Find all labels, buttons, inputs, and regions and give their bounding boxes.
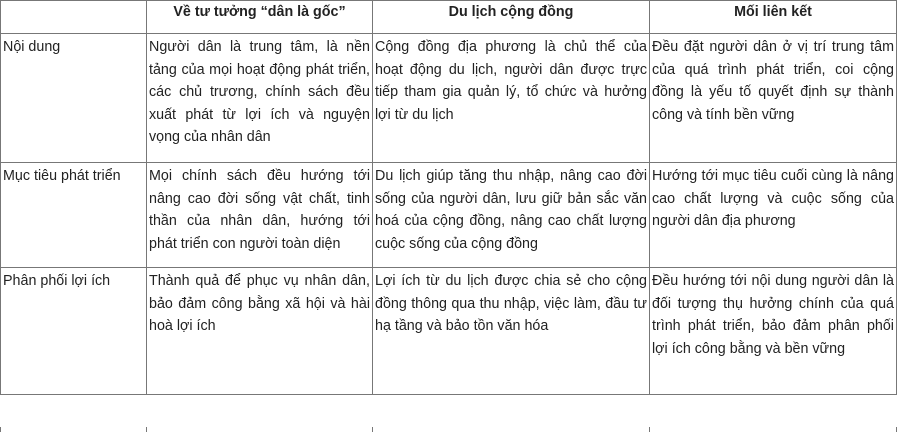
border-line bbox=[896, 427, 897, 432]
table-cell: Cộng đồng địa phương là chủ thể của hoạt động du lịch, người dân được trực tiếp tham gia quản lý, tổ chức và hưởng lợi từ du lịch bbox=[373, 34, 650, 163]
table-cell: Du lịch giúp tăng thu nhập, nâng cao đời sống của người dân, lưu giữ bản sắc văn hoá của cộng đồng, nâng cao chất lượng cuộc sống của cộng đồng bbox=[373, 163, 650, 268]
header-cell-empty bbox=[1, 1, 147, 34]
table-row bbox=[1, 163, 897, 268]
table-cell: Lợi ích từ du lịch được chia sẻ cho cộng đồng thông qua thu nhập, việc làm, đầu tư hạ tầng và bảo tồn văn hóa bbox=[373, 268, 650, 395]
table-cell: Mọi chính sách đều hướng tới nâng cao đời sống vật chất, tinh thần của nhân dân, hướng tới phát triển con người toàn diện bbox=[147, 163, 373, 268]
border-line bbox=[0, 427, 1, 432]
table-cell: Người dân là trung tâm, là nền tảng của mọi hoạt động phát triển, các chủ trương, chính sách đều xuất phát từ lợi ích và nguyện vọng của nhân dân bbox=[147, 34, 373, 163]
border-line bbox=[146, 427, 147, 432]
table-cell: Đều hướng tới nội dung người dân là đối tượng thụ hưởng chính của quá trình phát triển, bảo đảm phân phối lợi ích công bằng và bền vững bbox=[650, 268, 897, 395]
next-row-border-trail bbox=[0, 427, 898, 432]
header-cell-moi-lien-ket: Mối liên kết bbox=[650, 1, 897, 34]
row-label-muc-tieu-phat-trien: Mục tiêu phát triển bbox=[1, 163, 147, 268]
border-line bbox=[649, 427, 650, 432]
header-cell-dan-la-goc: Về tư tưởng “dân là gốc” bbox=[147, 1, 373, 34]
row-label-phan-phoi-loi-ich: Phân phối lợi ích bbox=[1, 268, 147, 395]
header-row bbox=[1, 1, 897, 34]
table-row bbox=[1, 34, 897, 163]
table-cell: Hướng tới mục tiêu cuối cùng là nâng cao chất lượng và cuộc sống của người dân địa phương bbox=[650, 163, 897, 268]
table-cell: Đều đặt người dân ở vị trí trung tâm của quá trình phát triển, coi cộng đồng là yếu tố quyết định sự thành công và tính bền vững bbox=[650, 34, 897, 163]
table-row bbox=[1, 268, 897, 395]
header-cell-du-lich-cong-dong: Du lịch cộng đồng bbox=[373, 1, 650, 34]
border-line bbox=[372, 427, 373, 432]
row-label-noi-dung: Nội dung bbox=[1, 34, 147, 163]
table-cell: Thành quả để phục vụ nhân dân, bảo đảm công bằng xã hội và hài hoà lợi ích bbox=[147, 268, 373, 395]
